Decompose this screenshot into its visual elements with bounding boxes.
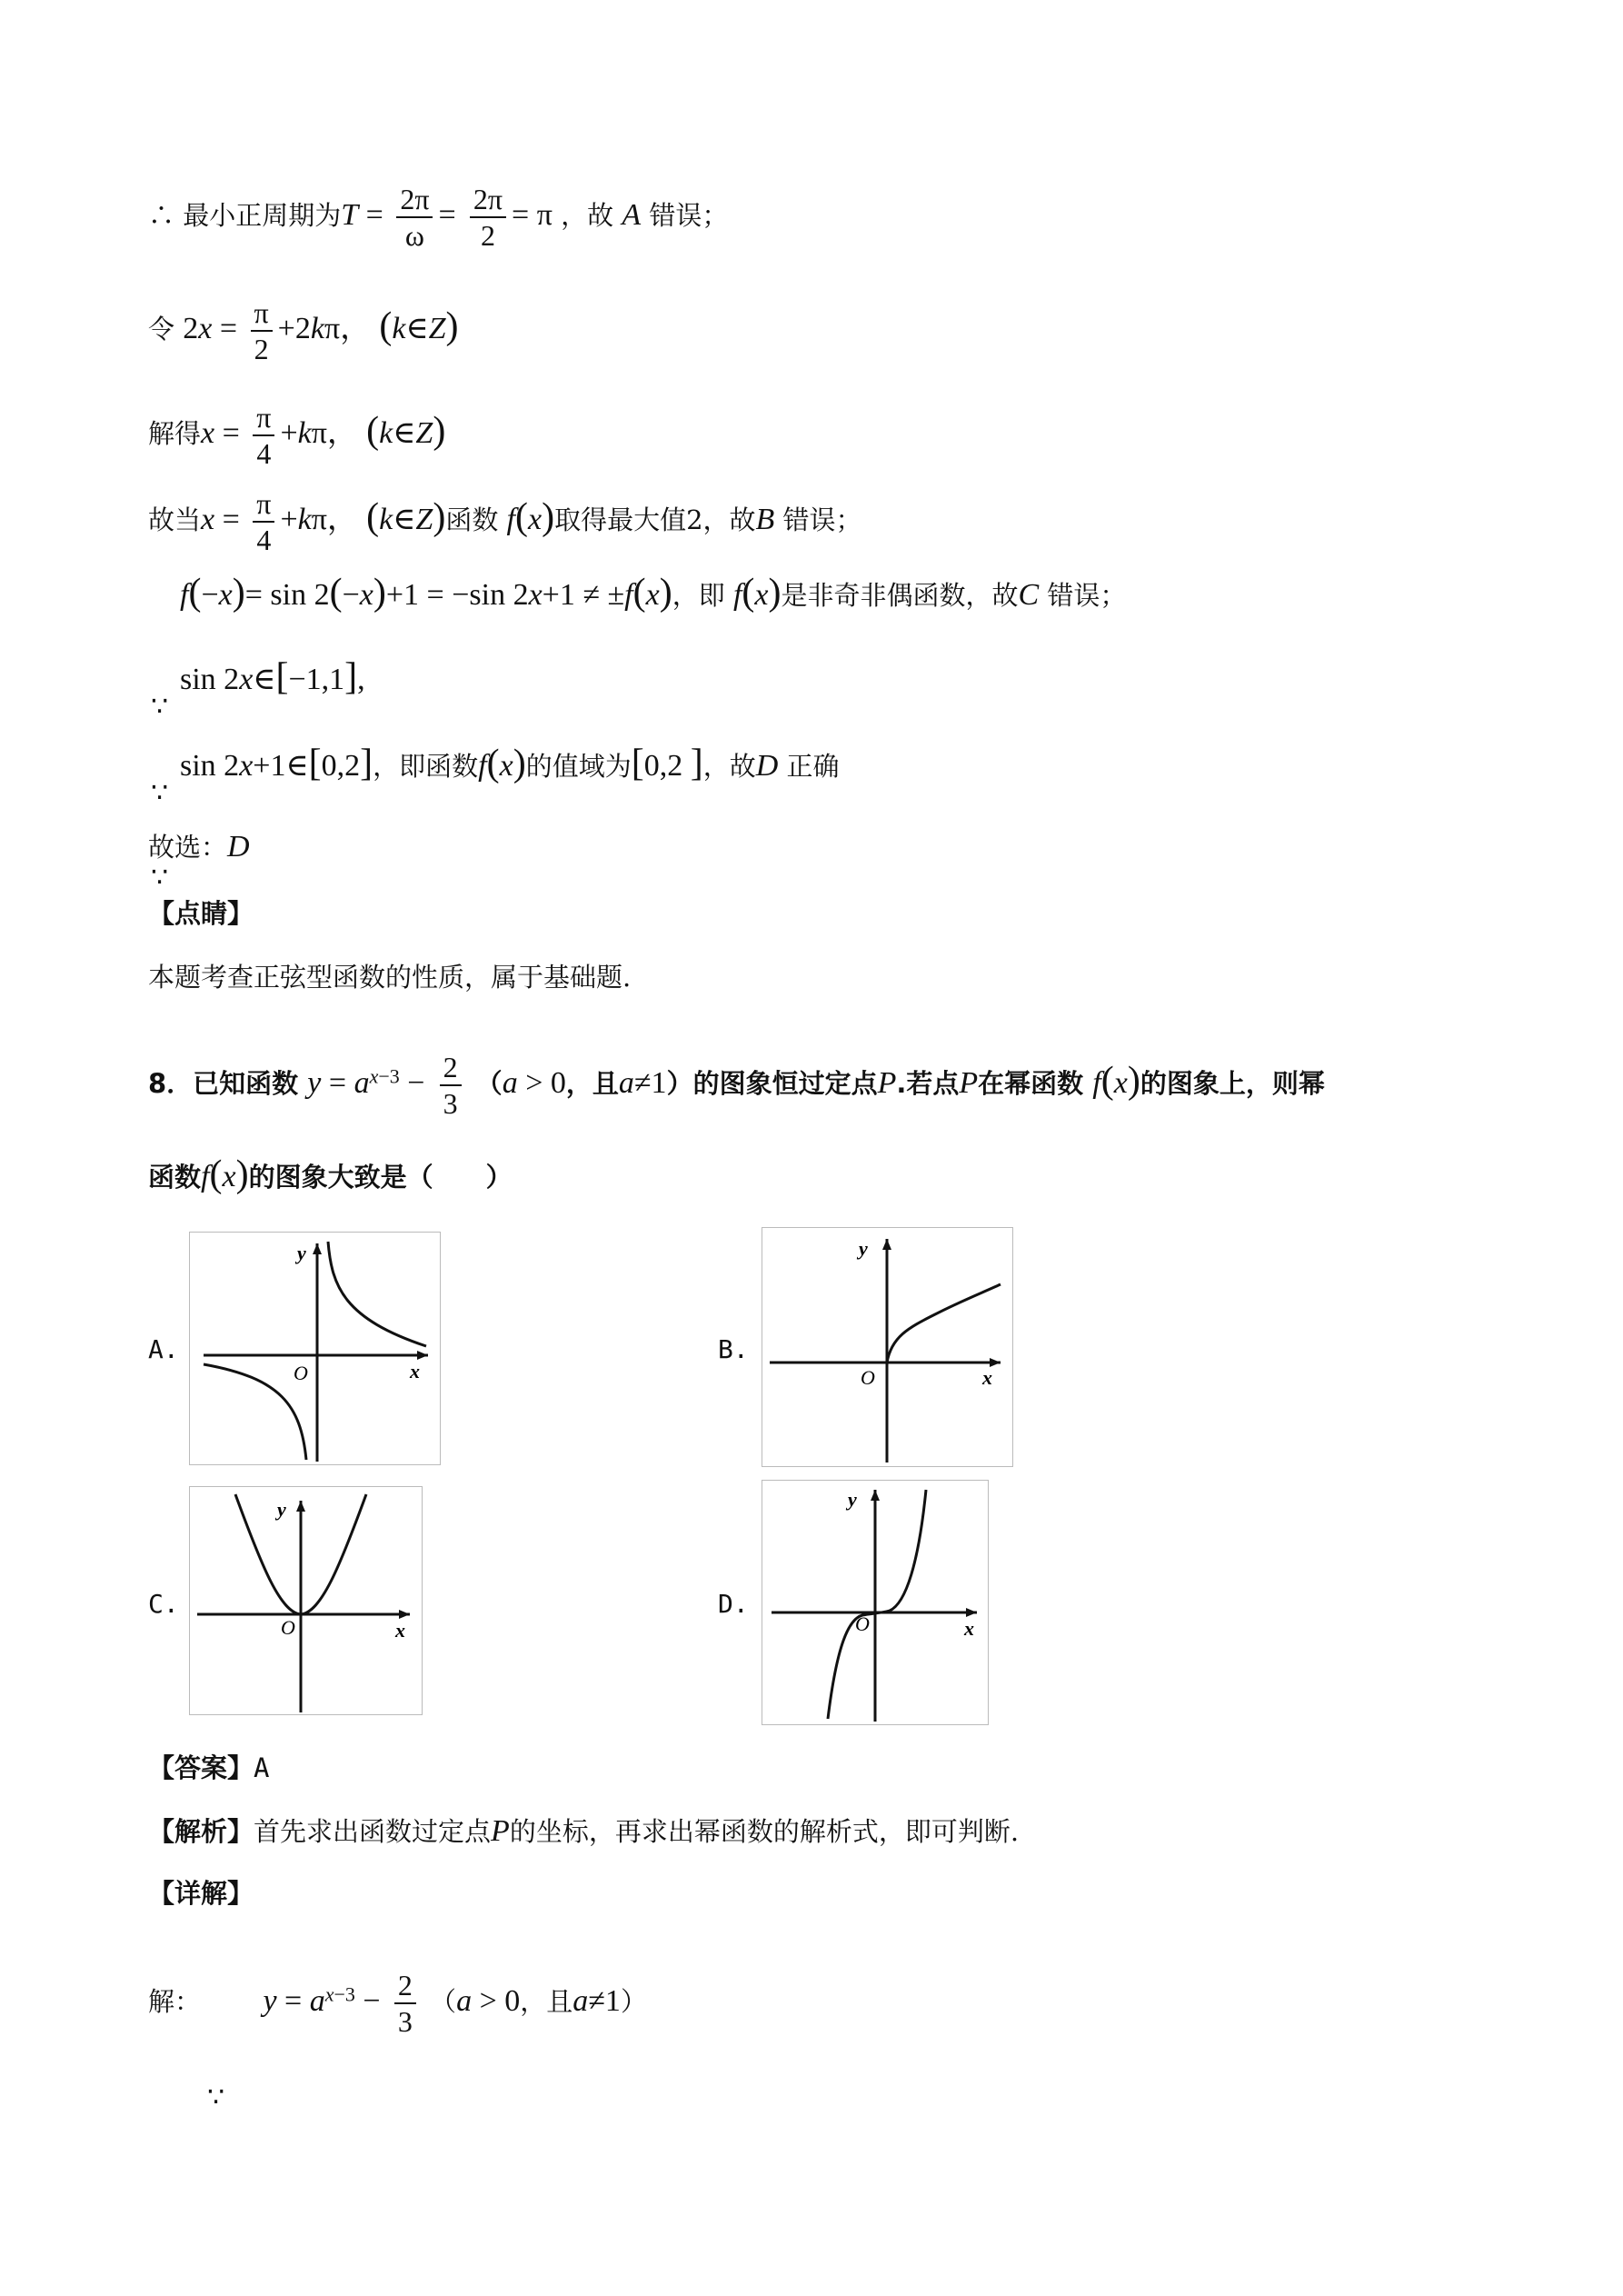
math-A: A bbox=[622, 198, 642, 232]
text: 令 bbox=[148, 314, 175, 344]
text: 是非奇非偶函数，故 bbox=[781, 580, 1019, 611]
text: ，故 bbox=[702, 751, 756, 782]
fraction: $\frac{2\pi}{2}$ bbox=[470, 182, 506, 253]
because-symbol: ∵ bbox=[151, 691, 169, 723]
y-axis-label: y bbox=[277, 1498, 286, 1521]
text: ） bbox=[620, 1986, 647, 2017]
math-D: D bbox=[227, 830, 250, 863]
text: 函数 bbox=[445, 504, 499, 535]
text: 取得最大值2，故 bbox=[554, 504, 756, 535]
text: 正确 bbox=[786, 751, 840, 782]
option-c-label[interactable]: C. bbox=[148, 1589, 179, 1619]
y-axis-label: y bbox=[297, 1242, 306, 1264]
text: 8．已知函数 bbox=[148, 1068, 299, 1099]
text: 错误； bbox=[1047, 580, 1127, 611]
option-a-label[interactable]: A. bbox=[148, 1334, 179, 1364]
analysis-label: 【解析】 bbox=[148, 1816, 254, 1847]
curve-branch-2 bbox=[204, 1364, 306, 1460]
text: （ bbox=[475, 1068, 503, 1099]
text: 故当 bbox=[148, 504, 202, 535]
line-period: ∴ 最小正周期为T = $\frac{2\pi}{\omega}$ = $\frac{2\pi}{2}$ = π ，故 A 错误； bbox=[148, 183, 729, 252]
text: ，故 bbox=[561, 200, 614, 231]
solution-line: 解： $y = a^{x-3}$ − $\frac{2}{3}$ （a > 0，且a≠1） bbox=[148, 1969, 647, 2038]
text: 错误； bbox=[782, 504, 862, 535]
option-d-graph[interactable] bbox=[762, 1480, 989, 1725]
fraction: $\frac{\pi}{4}$ bbox=[253, 400, 274, 471]
text: 的坐标，再求出幂函数的解析式，即可判断. bbox=[509, 1816, 1020, 1847]
curve bbox=[887, 1284, 1001, 1363]
option-d-label[interactable]: D. bbox=[718, 1589, 749, 1619]
text: ，即函数 bbox=[373, 751, 479, 782]
option-b-label[interactable]: B. bbox=[718, 1334, 749, 1364]
text: 在幂函数 bbox=[978, 1068, 1084, 1099]
text: 解： bbox=[148, 1986, 202, 2017]
y-axis-label: y bbox=[848, 1488, 857, 1511]
text: 首先求出函数过定点 bbox=[254, 1816, 492, 1847]
line-parity: f(−x)= sin 2(−x)+1 = −sin 2x+1 ≠ ±f(x)，即 f(x)是非奇非偶函数，故C 错误； bbox=[180, 572, 1127, 614]
text: ）的图象恒过定点 bbox=[666, 1068, 878, 1099]
y-axis-label: y bbox=[859, 1237, 868, 1260]
answer-line bbox=[148, 1750, 269, 1786]
because-symbol: ∵ bbox=[151, 777, 169, 809]
math-T: T bbox=[341, 198, 359, 232]
answer-label: 【答案】 bbox=[148, 1752, 254, 1783]
text: 解得 bbox=[148, 418, 202, 449]
math-D: D bbox=[755, 749, 779, 783]
origin-label: O bbox=[281, 1616, 295, 1639]
text: 的图象上，则幂 bbox=[1140, 1068, 1325, 1099]
text: 函数 bbox=[148, 1162, 202, 1193]
because-symbol: ∵ bbox=[151, 862, 169, 893]
text: ，且 bbox=[520, 1986, 573, 2017]
line-choose bbox=[148, 829, 250, 865]
analysis-line: 【解析】首先求出函数过定点P的坐标，再求出幂函数的解析式，即可判断. bbox=[148, 1814, 1020, 1848]
x-axis-label: x bbox=[395, 1619, 405, 1642]
line-max: 故当x = $\frac{\pi}{4}$ +kπ， (k∈Z)函数 f(x)取得最大值2，故B 错误； bbox=[148, 487, 862, 556]
fraction: $\frac{2\pi}{\omega}$ bbox=[396, 182, 433, 253]
question-8: 8．已知函数 $y = a^{x-3}$ − $\frac{2}{3}$ （a > 0，且a≠1）的图象恒过定点P.若点P在幂函数 f(x)的图象上，则幂 bbox=[148, 1051, 1325, 1120]
text: 错误； bbox=[649, 200, 729, 231]
text: .若点 bbox=[896, 1068, 960, 1099]
text: ，即 bbox=[672, 580, 725, 611]
line-let: 令 2x = $\frac{\pi}{2}$ +2kπ， (k∈Z) bbox=[148, 296, 459, 365]
math-B: B bbox=[755, 503, 775, 536]
line-range-sin: sin 2x∈[−1,1], bbox=[180, 656, 365, 698]
curve-branch-1 bbox=[328, 1242, 426, 1346]
fraction: $\frac{\pi}{4}$ bbox=[253, 486, 274, 557]
fraction: $\frac{2}{3}$ bbox=[394, 1968, 416, 2039]
dianjing-text: 本题考查正弦型函数的性质，属于基础题. bbox=[148, 962, 632, 993]
question-8-line2: 函数f(x)的图象大致是（ ） bbox=[148, 1153, 513, 1195]
math-C: C bbox=[1018, 578, 1040, 612]
line-range: sin 2x+1∈[0,2]，即函数f(x)的值域为[0,2 ]，故D 正确 bbox=[180, 743, 840, 784]
origin-label: O bbox=[294, 1362, 308, 1384]
text: 的值域为 bbox=[525, 751, 632, 782]
option-c-graph[interactable] bbox=[189, 1486, 423, 1715]
line-solve: 解得x = $\frac{\pi}{4}$ +kπ， (k∈Z) bbox=[148, 401, 446, 470]
answer-value: A bbox=[254, 1752, 270, 1783]
option-b-graph[interactable] bbox=[762, 1227, 1013, 1467]
because-symbol: ∵ bbox=[207, 2081, 225, 2113]
curve bbox=[828, 1490, 926, 1719]
text: （ bbox=[430, 1986, 457, 2017]
x-axis-label: x bbox=[982, 1366, 992, 1389]
fraction: $\frac{2}{3}$ bbox=[440, 1050, 462, 1121]
x-axis-label: x bbox=[410, 1360, 420, 1383]
text: ∴ 最小正周期为 bbox=[148, 200, 342, 231]
origin-label: O bbox=[861, 1366, 875, 1389]
option-a-graph[interactable] bbox=[189, 1232, 441, 1465]
fraction: $\frac{\pi}{2}$ bbox=[251, 295, 273, 366]
detail-label: 【详解】 bbox=[148, 1878, 254, 1909]
origin-label: O bbox=[855, 1612, 870, 1635]
dianjing-label: 【点睛】 bbox=[148, 898, 254, 929]
x-axis-label: x bbox=[964, 1617, 974, 1640]
text: 的图象大致是（ ） bbox=[248, 1162, 513, 1193]
text: 故选： bbox=[148, 832, 228, 863]
